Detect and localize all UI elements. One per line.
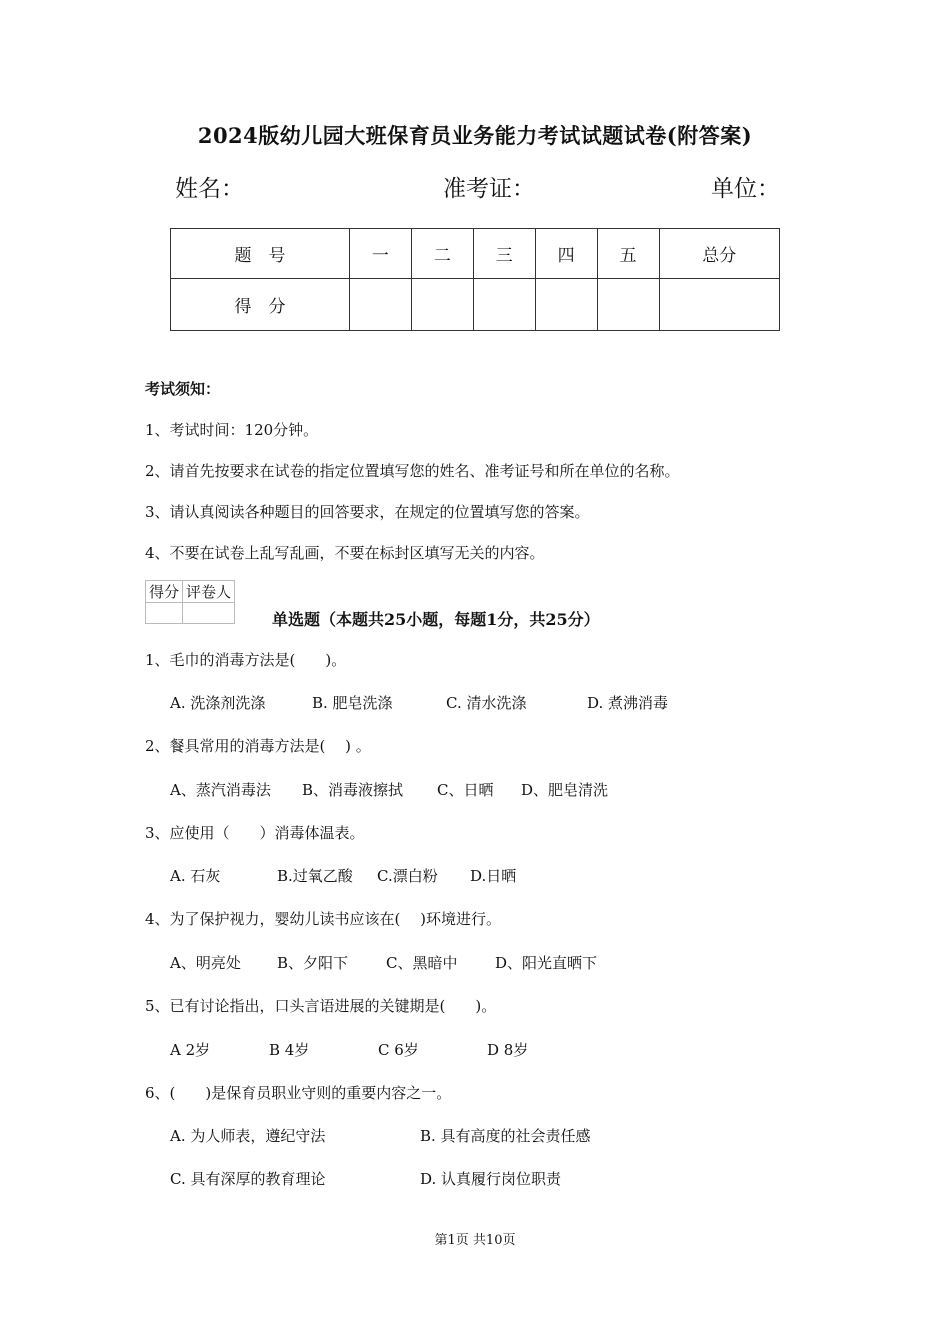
score-table xyxy=(170,228,780,331)
question-stem: 2、餐具常用的消毒方法是( ) 。 xyxy=(145,737,371,755)
answer-option[interactable]: D. 煮沸消毒 xyxy=(587,694,669,712)
notice-title: 考试须知： xyxy=(145,380,221,398)
question-stem: 6、( )是保育员职业守则的重要内容之一。 xyxy=(145,1084,452,1102)
score-entry-cell[interactable] xyxy=(411,279,473,331)
name-field-label: 姓名： xyxy=(175,176,244,202)
answer-option[interactable]: D、肥皂清洗 xyxy=(521,781,609,799)
answer-option[interactable]: A. 为人师表，遵纪守法 xyxy=(170,1127,326,1145)
answer-option[interactable]: B、消毒液擦拭 xyxy=(302,781,404,799)
answer-option[interactable]: B.过氧乙酸 xyxy=(277,867,353,885)
answer-option[interactable]: B 4岁 xyxy=(269,1041,310,1059)
notice-item: 2、请首先按要求在试卷的指定位置填写您的姓名、准考证号和所在单位的名称。 xyxy=(145,462,680,480)
answer-option[interactable]: D. 认真履行岗位职责 xyxy=(420,1170,562,1188)
question-stem: 1、毛巾的消毒方法是( )。 xyxy=(145,651,347,669)
score-table-cell: 四 xyxy=(535,229,597,279)
score-table-cell: 五 xyxy=(597,229,659,279)
answer-option[interactable]: A、明亮处 xyxy=(170,954,241,972)
score-entry-cell[interactable] xyxy=(659,279,779,331)
document-title: 2024版幼儿园大班保育员业务能力考试试题试卷(附答案) xyxy=(197,123,753,148)
score-table-header-row xyxy=(171,229,780,279)
question-stem: 4、为了保护视力，婴幼儿读书应该在( )环境进行。 xyxy=(145,910,502,928)
candidate-fields xyxy=(175,170,780,206)
exam-number-field-label: 准考证： xyxy=(443,176,535,202)
answer-option[interactable]: C.漂白粉 xyxy=(377,867,438,885)
notice-item: 3、请认真阅读各种题目的回答要求，在规定的位置填写您的答案。 xyxy=(145,503,590,521)
answer-option[interactable]: C、日晒 xyxy=(437,781,494,799)
answer-option[interactable]: C、黑暗中 xyxy=(386,954,458,972)
score-entry-cell[interactable] xyxy=(473,279,535,331)
grader-reviewer-entry[interactable] xyxy=(183,603,235,624)
answer-option[interactable]: B. 肥皂洗涤 xyxy=(312,694,393,712)
score-table-cell: 得 分 xyxy=(171,279,350,331)
question-stem: 3、应使用（ ）消毒体温表。 xyxy=(145,824,365,842)
notice-item: 1、考试时间：120分钟。 xyxy=(145,421,319,439)
answer-option[interactable]: A. 洗涤剂洗涤 xyxy=(170,694,266,712)
score-table-cell: 题 号 xyxy=(171,229,350,279)
score-table-cell: 三 xyxy=(473,229,535,279)
score-entry-cell[interactable] xyxy=(535,279,597,331)
answer-option[interactable]: C. 清水洗涤 xyxy=(446,694,527,712)
answer-option[interactable]: B、夕阳下 xyxy=(277,954,349,972)
answer-option[interactable]: D、阳光直晒下 xyxy=(495,954,598,972)
grader-score-label: 得分 xyxy=(146,581,183,603)
answer-option[interactable]: C 6岁 xyxy=(378,1041,419,1059)
score-table-cell: 一 xyxy=(349,229,411,279)
answer-option[interactable]: A. 石灰 xyxy=(170,867,221,885)
grader-reviewer-label: 评卷人 xyxy=(183,581,235,603)
answer-option[interactable]: D.日晒 xyxy=(470,867,517,885)
answer-option[interactable]: A、蒸汽消毒法 xyxy=(170,781,271,799)
answer-option[interactable]: D 8岁 xyxy=(487,1041,529,1059)
score-table-cell: 总分 xyxy=(659,229,779,279)
answer-option[interactable]: C. 具有深厚的教育理论 xyxy=(170,1170,326,1188)
grader-score-entry[interactable] xyxy=(146,603,183,624)
section-title: 单选题（本题共25小题，每题1分，共25分） xyxy=(272,610,600,629)
question-stem: 5、已有讨论指出，口头言语进展的关键期是( )。 xyxy=(145,997,497,1015)
notice-item: 4、不要在试卷上乱写乱画，不要在标封区填写无关的内容。 xyxy=(145,544,545,562)
score-table-score-row xyxy=(171,279,780,331)
score-table-cell: 二 xyxy=(411,229,473,279)
unit-field-label: 单位： xyxy=(711,176,780,202)
grader-box xyxy=(145,580,235,624)
score-entry-cell[interactable] xyxy=(597,279,659,331)
answer-option[interactable]: B. 具有高度的社会责任感 xyxy=(420,1127,591,1145)
score-entry-cell[interactable] xyxy=(349,279,411,331)
answer-option[interactable]: A 2岁 xyxy=(170,1041,211,1059)
page-footer: 第1页 共10页 xyxy=(434,1233,516,1248)
